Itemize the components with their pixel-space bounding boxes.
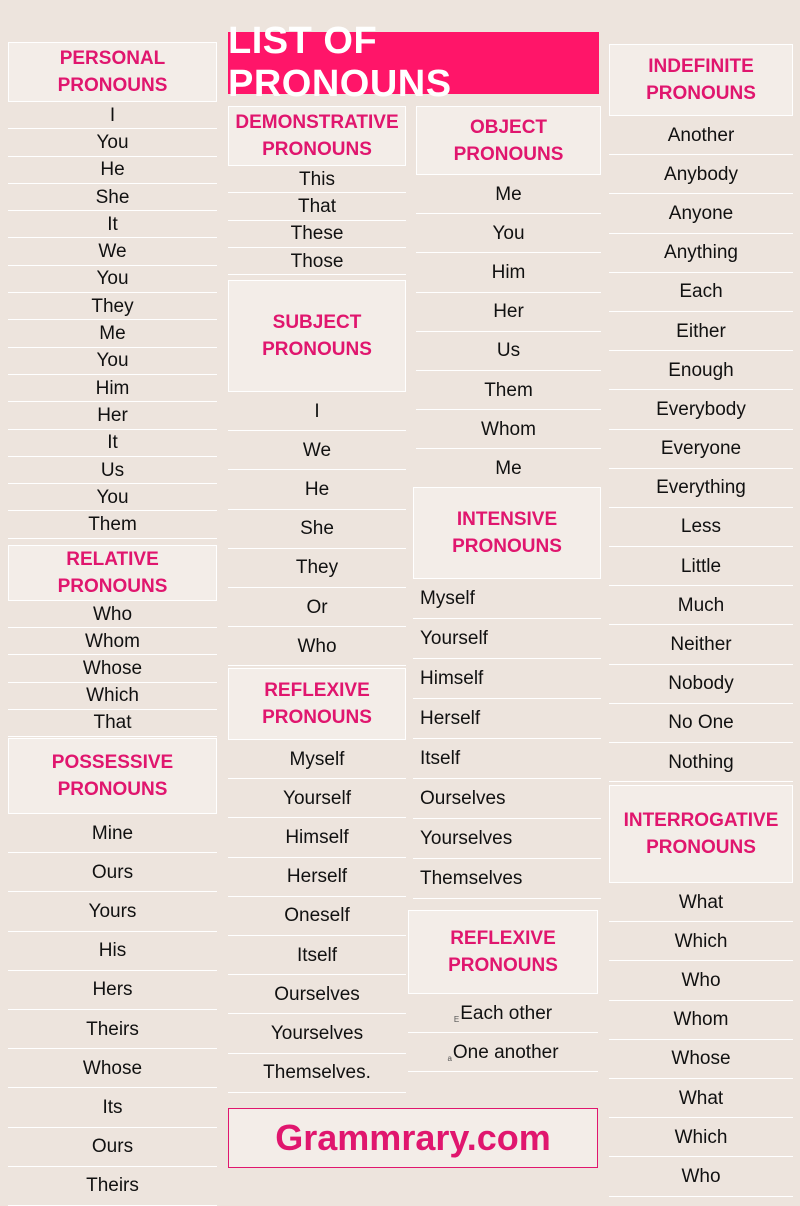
pronoun-item: Himself	[228, 818, 406, 857]
pronoun-item: Who	[609, 1157, 793, 1196]
relative-pronouns-section	[8, 545, 217, 737]
section-heading-line: INDEFINITE	[648, 56, 754, 77]
pronoun-item: You	[8, 129, 217, 156]
pronoun-item: Enough	[609, 351, 793, 390]
section-heading	[416, 106, 601, 175]
section-heading	[228, 106, 406, 166]
pronoun-list	[228, 740, 406, 1093]
pronoun-item: Whose	[609, 1040, 793, 1079]
pronoun-item: Him	[416, 253, 601, 292]
pronoun-item: Yourselves	[413, 819, 601, 859]
section-heading-line: REFLEXIVE	[264, 680, 370, 701]
pronoun-item: This	[228, 166, 406, 193]
pronoun-item-prefix: E	[453, 1015, 460, 1025]
section-heading	[228, 668, 406, 740]
section-heading	[8, 545, 217, 601]
pronoun-item: Each	[609, 273, 793, 312]
pronoun-item: Whom	[609, 1001, 793, 1040]
pronoun-item: Much	[609, 586, 793, 625]
pronoun-item: Theirs	[8, 1167, 217, 1206]
pronoun-item: Another	[609, 116, 793, 155]
pronoun-item: Himself	[413, 659, 601, 699]
pronoun-item: Theirs	[8, 1010, 217, 1049]
pronoun-item: He	[8, 157, 217, 184]
pronoun-item: Us	[8, 457, 217, 484]
section-heading-line: PRONOUNS	[646, 83, 756, 104]
pronoun-item: Anything	[609, 234, 793, 273]
pronoun-item: Which	[609, 1118, 793, 1157]
pronoun-list	[609, 883, 793, 1197]
object-pronouns-section	[416, 106, 601, 489]
pronoun-list	[228, 392, 406, 666]
pronoun-item: Me	[416, 175, 601, 214]
pronoun-item: Hers	[8, 971, 217, 1010]
section-heading	[8, 738, 217, 814]
pronoun-item: We	[228, 431, 406, 470]
pronoun-item: Herself	[413, 699, 601, 739]
pronoun-item: Ours	[8, 853, 217, 892]
pronoun-item: Yourself	[413, 619, 601, 659]
reflexive-pronouns-section	[228, 668, 406, 1093]
pronoun-item: You	[416, 214, 601, 253]
demonstrative-pronouns-section	[228, 106, 406, 275]
pronoun-list	[408, 994, 598, 1072]
pronoun-item: His	[8, 932, 217, 971]
pronoun-item: Him	[8, 375, 217, 402]
pronoun-item: I	[228, 392, 406, 431]
intensive-pronouns-section	[413, 487, 601, 899]
pronoun-item: Whom	[8, 628, 217, 655]
pronoun-item: These	[228, 221, 406, 248]
reflexive-pronouns-reciprocal-section	[408, 910, 598, 1072]
pronoun-item: Herself	[228, 858, 406, 897]
pronoun-item: They	[8, 293, 217, 320]
section-heading-line: POSSESSIVE	[51, 752, 174, 773]
pronoun-item: You	[8, 266, 217, 293]
pronoun-item: Itself	[228, 936, 406, 975]
pronoun-list	[416, 175, 601, 489]
section-heading	[413, 487, 601, 579]
pronoun-item: She	[228, 510, 406, 549]
pronoun-item: Oneself	[228, 897, 406, 936]
personal-pronouns-section	[8, 42, 217, 539]
pronoun-item	[408, 994, 598, 1033]
pronoun-item-text: Each other	[460, 1002, 553, 1024]
pronoun-list	[8, 102, 217, 539]
pronoun-list	[228, 166, 406, 275]
pronoun-item: Mine	[8, 814, 217, 853]
pronoun-item-prefix: a	[447, 1054, 452, 1064]
pronoun-item: Who	[8, 601, 217, 628]
section-heading-line: RELATIVE	[66, 549, 159, 570]
section-heading-line: PRONOUNS	[57, 576, 168, 597]
pronoun-item: Ourselves	[413, 779, 601, 819]
pronoun-item: They	[228, 549, 406, 588]
section-heading-line: INTERROGATIVE	[623, 810, 779, 831]
pronoun-item: Less	[609, 508, 793, 547]
pronoun-item: Them	[416, 371, 601, 410]
page-title: LIST OF PRONOUNS	[228, 32, 599, 94]
pronoun-item: What	[609, 1079, 793, 1118]
pronoun-item: Whose	[8, 655, 217, 682]
possessive-pronouns-section	[8, 738, 217, 1206]
section-heading	[8, 42, 217, 102]
section-heading-line: PRONOUNS	[448, 955, 558, 976]
pronoun-item: Them	[8, 511, 217, 538]
section-heading-line: PRONOUNS	[57, 779, 168, 800]
pronoun-item: Which	[8, 683, 217, 710]
section-heading-line: PRONOUNS	[453, 143, 564, 165]
section-heading	[609, 44, 793, 116]
section-heading-line: PRONOUNS	[262, 339, 372, 360]
section-heading-line: PRONOUNS	[646, 837, 756, 858]
pronoun-item: Yourselves	[228, 1014, 406, 1053]
pronoun-item: Themselves.	[228, 1054, 406, 1093]
pronoun-item: Me	[8, 320, 217, 347]
indefinite-pronouns-section	[609, 44, 793, 782]
pronoun-item: Itself	[413, 739, 601, 779]
pronoun-item: Themselves	[413, 859, 601, 899]
pronoun-item: She	[8, 184, 217, 211]
pronoun-item: Ourselves	[228, 975, 406, 1014]
pronoun-item: We	[8, 238, 217, 265]
pronoun-item: Nothing	[609, 743, 793, 782]
section-heading-line: SUBJECT	[272, 312, 362, 333]
pronoun-item: I	[8, 102, 217, 129]
section-heading-line: REFLEXIVE	[450, 928, 556, 949]
pronoun-item: Those	[228, 248, 406, 275]
pronoun-item: That	[8, 710, 217, 737]
pronoun-item: Who	[228, 627, 406, 666]
pronoun-item: Everything	[609, 469, 793, 508]
pronoun-item: Me	[416, 449, 601, 488]
pronoun-item: That	[228, 193, 406, 220]
pronoun-item: Yourself	[228, 779, 406, 818]
pronoun-item: Everyone	[609, 430, 793, 469]
pronoun-item: Yours	[8, 892, 217, 931]
site-footer-brand: Grammrary.com	[228, 1108, 598, 1168]
pronoun-item: He	[228, 470, 406, 509]
pronoun-list	[413, 579, 601, 899]
pronoun-item: Nobody	[609, 665, 793, 704]
pronoun-item: Little	[609, 547, 793, 586]
pronoun-item: Us	[416, 332, 601, 371]
section-heading-line: INTENSIVE	[456, 509, 558, 530]
pronoun-item: You	[8, 484, 217, 511]
pronoun-item: Or	[228, 588, 406, 627]
interrogative-pronouns-section	[609, 785, 793, 1197]
pronoun-item: Her	[8, 402, 217, 429]
section-heading-line: PERSONAL	[59, 48, 166, 69]
section-heading-line: PRONOUNS	[452, 536, 562, 557]
section-heading-line: PRONOUNS	[262, 139, 372, 160]
pronoun-item: Myself	[228, 740, 406, 779]
pronoun-item: Her	[416, 293, 601, 332]
pronoun-item: Which	[609, 922, 793, 961]
pronoun-item: Everybody	[609, 390, 793, 429]
pronoun-item: Whose	[8, 1049, 217, 1088]
section-heading	[228, 280, 406, 392]
pronoun-item: Anyone	[609, 194, 793, 233]
pronoun-list	[8, 601, 217, 737]
pronoun-item: What	[609, 883, 793, 922]
pronoun-item: Anybody	[609, 155, 793, 194]
section-heading-line: DEMONSTRATIVE	[235, 112, 399, 133]
section-heading-line: OBJECT	[469, 116, 548, 138]
pronoun-item: Its	[8, 1088, 217, 1127]
pronoun-list	[8, 814, 217, 1206]
pronoun-item: You	[8, 348, 217, 375]
pronoun-item: Whom	[416, 410, 601, 449]
pronoun-item: Ours	[8, 1128, 217, 1167]
pronoun-item: No One	[609, 704, 793, 743]
pronoun-item: Neither	[609, 625, 793, 664]
subject-pronouns-section	[228, 280, 406, 666]
section-heading	[609, 785, 793, 883]
section-heading-line: PRONOUNS	[57, 75, 168, 96]
pronoun-item: Either	[609, 312, 793, 351]
pronoun-item-text: One another	[452, 1041, 559, 1063]
pronoun-item: Myself	[413, 579, 601, 619]
pronoun-item: It	[8, 211, 217, 238]
section-heading-line: PRONOUNS	[262, 707, 372, 728]
pronoun-item: It	[8, 430, 217, 457]
pronoun-item	[408, 1033, 598, 1072]
section-heading	[408, 910, 598, 994]
pronoun-item: Who	[609, 961, 793, 1000]
pronoun-list	[609, 116, 793, 782]
